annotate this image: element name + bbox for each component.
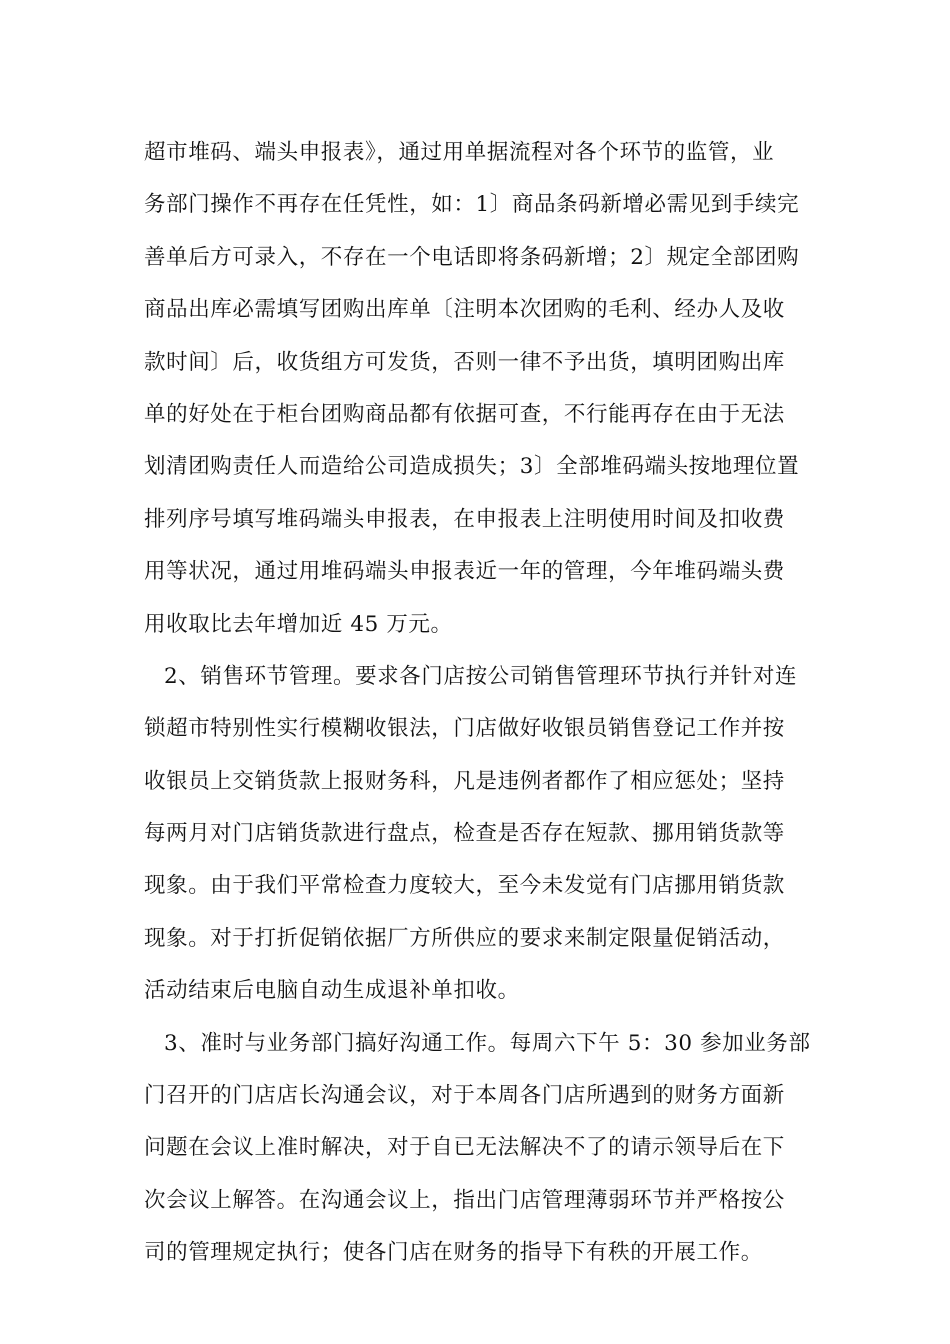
paragraph-line: 单的好处在于柜台团购商品都有依据可查，不行能再存在由于无法 xyxy=(144,401,785,427)
paragraph-line: 次会议上解答。在沟通会议上，指出门店管理薄弱环节并严格按公 xyxy=(144,1187,785,1213)
paragraph-line: 善单后方可录入，不存在一个电话即将条码新增；2〕规定全部团购 xyxy=(144,244,800,270)
paragraph-line: 用等状况，通过用堆码端头申报表近一年的管理，今年堆码端头费 xyxy=(144,559,785,585)
paragraph-first-line: 2、销售环节管理。要求各门店按公司销售管理环节执行并针对连 xyxy=(164,663,798,689)
paragraph-line: 问题在会议上准时解决，对于自已无法解决不了的请示领导后在下 xyxy=(144,1135,785,1161)
paragraph-first-line: 3、准时与业务部门搞好沟通工作。每周六下午 5：30 参加业务部 xyxy=(164,1030,811,1056)
paragraph-line: 司的管理规定执行；使各门店在财务的指导下有秩的开展工作。 xyxy=(144,1240,763,1266)
paragraph-line: 现象。对于打折促销依据厂方所供应的要求来制定限量促销活动， xyxy=(144,925,785,951)
paragraph-line: 超市堆码、端头申报表》，通过用单据流程对各个环节的监管，业 xyxy=(144,140,775,165)
paragraph-line: 务部门操作不再存在任凭性，如：1〕商品条码新增必需见到手续完 xyxy=(144,192,800,218)
paragraph-material-control xyxy=(144,130,810,654)
paragraph-line: 排列序号填写堆码端头申报表，在申报表上注明使用时间及扣收费 xyxy=(144,506,785,532)
paragraph-line: 门召开的门店店长沟通会议，对于本周各门店所遇到的财务方面新 xyxy=(144,1083,785,1109)
document-body xyxy=(144,130,810,1283)
paragraph-line: 现象。由于我们平常检查力度较大，至今未发觉有门店挪用销货款 xyxy=(144,873,785,899)
paragraph-line: 款时间〕后，收货组方可发货，否则一律不予出货，填明团购出库 xyxy=(144,349,785,375)
paragraph-sales-management xyxy=(144,654,810,1021)
paragraph-line: 收银员上交销货款上报财务科，凡是违例者都作了相应惩处；坚持 xyxy=(144,768,785,794)
paragraph-communication xyxy=(144,1021,810,1283)
paragraph-line: 划清团购责任人而造给公司造成损失；3〕全部堆码端头按地理位置 xyxy=(144,454,800,480)
paragraph-line: 商品出库必需填写团购出库单〔注明本次团购的毛利、经办人及收 xyxy=(144,297,785,323)
paragraph-line: 每两月对门店销货款进行盘点，检查是否存在短款、挪用销货款等 xyxy=(144,821,785,847)
paragraph-line: 用收取比去年增加近 45 万元。 xyxy=(144,611,453,637)
paragraph-line: 活动结束后电脑自动生成退补单扣收。 xyxy=(144,978,520,1004)
paragraph-line: 锁超市特别性实行模糊收银法，门店做好收银员销售登记工作并按 xyxy=(144,716,785,742)
